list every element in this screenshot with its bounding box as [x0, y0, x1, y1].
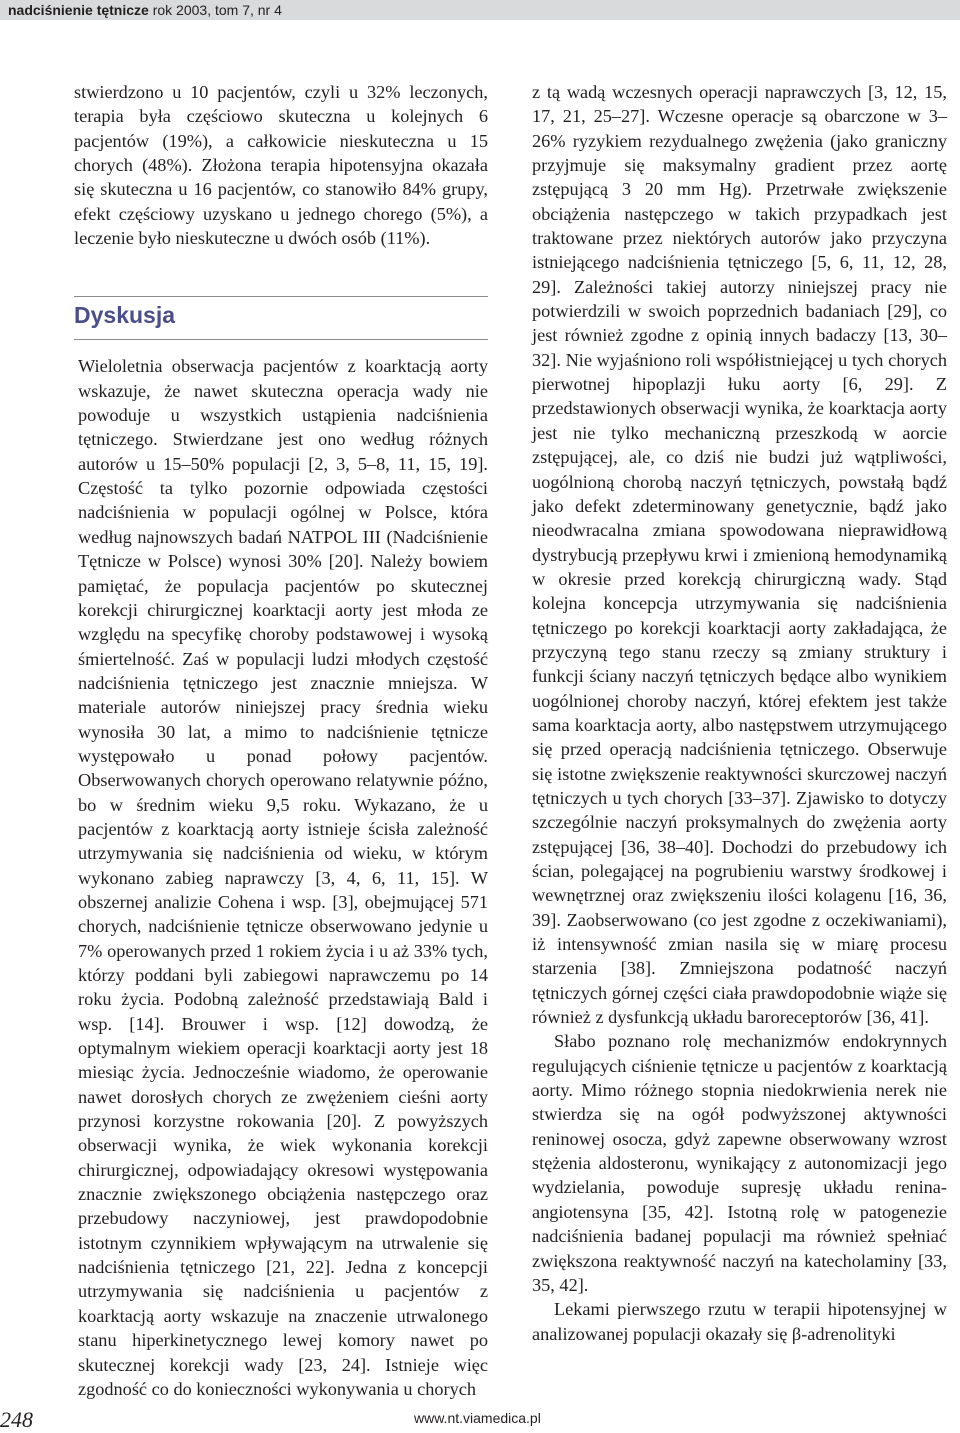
- section-heading: [74, 296, 488, 340]
- journal-title: nadciśnienie tętnicze: [8, 2, 149, 18]
- journal-volume: rok 2003, tom 7, nr 4: [152, 2, 282, 18]
- endocrine-paragraph: Słabo poznano rolę mechanizmów endokrynnych regulujących ciśnienie tętnicze u pacjentów z koarktacją aorty. Mimo różnego stopnia niedokrwienia nerek nie stwierdza się na ogół podwyższonej aktywności reninowej osocza, gdyż zapewne obserwowany wzrost stężenia aldosteronu, wynikający z autonomizacji jego wydzielania, powoduje supresję układu renina-angiotensyna [35, 42]. Istotną rolę w patogenezie nadciśnienia badanej populacji ma również spełniać zwiększona reaktywność naczyń na katecholaminy [33, 35, 42].: [532, 1031, 947, 1295]
- treatment-paragraph: Lekami pierwszego rzutu w terapii hipotensyjnej w analizowanej populacji okazały się β-adrenolityki: [532, 1299, 947, 1344]
- results-paragraph: stwierdzono u 10 pacjentów, czyli u 32% leczonych, terapia była częściowo skuteczna u kolejnych 6 pacjentów (19%), a całkowicie nieskuteczna u 15 chorych (48%). Złożona terapia hipotensyjna okazała się skuteczna u 16 pacjentów, co stanowiło 84% grupy, efekt częściowy uzyskano u jednego chorego (5%), a leczenie było nieskuteczne u dwóch osób (11%).: [74, 82, 488, 249]
- continued-paragraph: z tą wadą wczesnych operacji naprawczych [3, 12, 15, 17, 21, 25–27]. Wczesne operacje są obarczone w 3–26% ryzykiem rezydualnego zwężenia (jako graniczny przyjmuje się maksymalny gradient przez aortę zstępującą 3 20 mm Hg). Przetrwałe zwiększenie obciążenia następczego w takich przypadkach jest traktowane przez niektórych autorów jako przyczyna istniejącego nadciśnienia tętniczego [5, 6, 11, 12, 28, 29]. Zależności takiej autorzy niniejszej pracy nie potwierdzili w swoich poprzednich badaniach [29], co jest również zgodne z opinią innych badaczy [13, 30–32]. Nie wyjaśniono roli współistniejącej u tych chorych pierwotnej hipoplazji łuku aorty [6, 29]. Z przedstawionych obserwacji wynika, że koarktacja aorty jest nie tylko mechaniczną przeszkodą w aorcie zstępującej, ale, co dziś nie budzi już wątpliwości, uogólnioną chorobą naczyń tętniczych, powstałą bądź jako defekt zdeterminowany genetycznie, bądź jako nieodwracalna zmiana spowodowana nieprawidłową dystrybucją przepływu krwi i zmienioną hemodynamiką w okresie przed korekcją chirurgiczną wady. Stąd kolejna koncepcja utrzymywania się nadciśnienia tętniczego po korekcji koarktacji aorty zakładająca, że przyczyną tego stanu rzeczy są zmiany struktury i funkcji ściany naczyń tętniczych będące albo wynikiem uogólnionej choroby naczyń, której efektem jest także sama koarktacja aorty, albo następstwem utrzymującego się przed operacją nadciśnienia tętniczego. Obserwuje się istotne zwiększenie reaktywności skurczowej naczyń tętniczych u tych chorych [33–37]. Zjawisko to dotyczy szczególnie naczyń proksymalnych do zwężenia aorty zstępującej [36, 38–40]. Dochodzi do przebudowy ich ścian, polegającej na pogrubieniu warstwy środkowej i wewnętrznej oraz zwiększeniu ilości kolagenu [16, 36, 39]. Zaobserwowano (co jest zgodne z oczekiwaniami), iż intensywność zmian nasila się w miarę procesu starzenia [38]. Zmniejszona podatność naczyń tętniczych górnej części ciała prawdopodobnie wiąże się również z dysfunkcją układu baroreceptorów [36, 41].: [532, 82, 947, 1028]
- right-column: [532, 80, 947, 1346]
- section-title: Dyskusja: [74, 302, 176, 329]
- running-header: [0, 0, 960, 36]
- journal-header: [8, 0, 282, 20]
- discussion-paragraph: Wieloletnia obserwacja pacjentów z koarktacją aorty wskazuje, że nawet skuteczna operacja wady nie powoduje u wszystkich ustąpienia nadciśnienia tętniczego. Stwierdzane jest ono według różnych autorów u 15–50% populacji [2, 3, 5–8, 11, 15, 19]. Częstość ta tylko pozornie odpowiada częstości nadciśnienia w populacji ogólnej w Polsce, która według najnowszych badań NATPOL III (Nadciśnienie Tętnicze w Polsce) wynosi 30% [20]. Należy bowiem pamiętać, że populacja pacjentów po skutecznej korekcji chirurgicznej koarktacji aorty jest młoda ze względu na specyfikę choroby podstawowej i wysoką śmiertelność. Zaś w populacji ludzi młodych częstość nadciśnienia tętniczego jest znacznie mniejsza. W materiale autorów niniejszej pracy średnia wieku wynosiła 30 lat, a mimo to nadciśnienie tętnicze występowało u ponad połowy pacjentów. Obserwowanych chorych operowano relatywnie późno, bo w średnim wieku 9,5 roku. Wykazano, że u pacjentów z koarktacją aorty istnieje ścisła zależność utrzymywania się nadciśnienia od wieku, w którym wykonano zabieg naprawczy [3, 4, 6, 11, 15]. W obszernej analizie Cohena i wsp. [3], obejmującej 571 chorych, nadciśnienie tętnicze obserwowano jedynie u 7% operowanych przed 1 rokiem życia i u aż 33% tych, którzy poddani byli zabiegowi naprawczemu po 14 roku życia. Podobną zależność przedstawiają Bald i wsp. [14]. Brouwer i wsp. [12] dowodzą, że optymalnym wiekiem operacji koarktacji aorty jest 18 miesiąc życia. Jednocześnie wiadomo, że operowanie nawet dorosłych chorych ze zwężeniem cieśni aorty przynosi korzystne rokowania [20]. Z powyższych obserwacji wynika, że wiek wykonania korekcji chirurgicznej, odpowiadający okresowi występowania znacznie zwiększonego obciążenia następczego oraz przebudowy naczyniowej, jest prawdopodobnie istotnym czynnikiem wpływającym na utrwalenie się nadciśnienia tętniczego [21, 22]. Jedna z koncepcji utrzymywania się nadciśnienia u pacjentów z koarktacją aorty wskazuje na znaczenie utrwalonego stanu hiperkinetycznego lewej komory nawet po skutecznej korekcji wady [23, 24]. Istnieje więc zgodność co do konieczności wykonywania u chorych: [78, 356, 488, 1399]
- left-column: [74, 80, 488, 1401]
- journal-url[interactable]: www.nt.viamedica.pl: [414, 1410, 541, 1426]
- page-number: 248: [0, 1407, 33, 1432]
